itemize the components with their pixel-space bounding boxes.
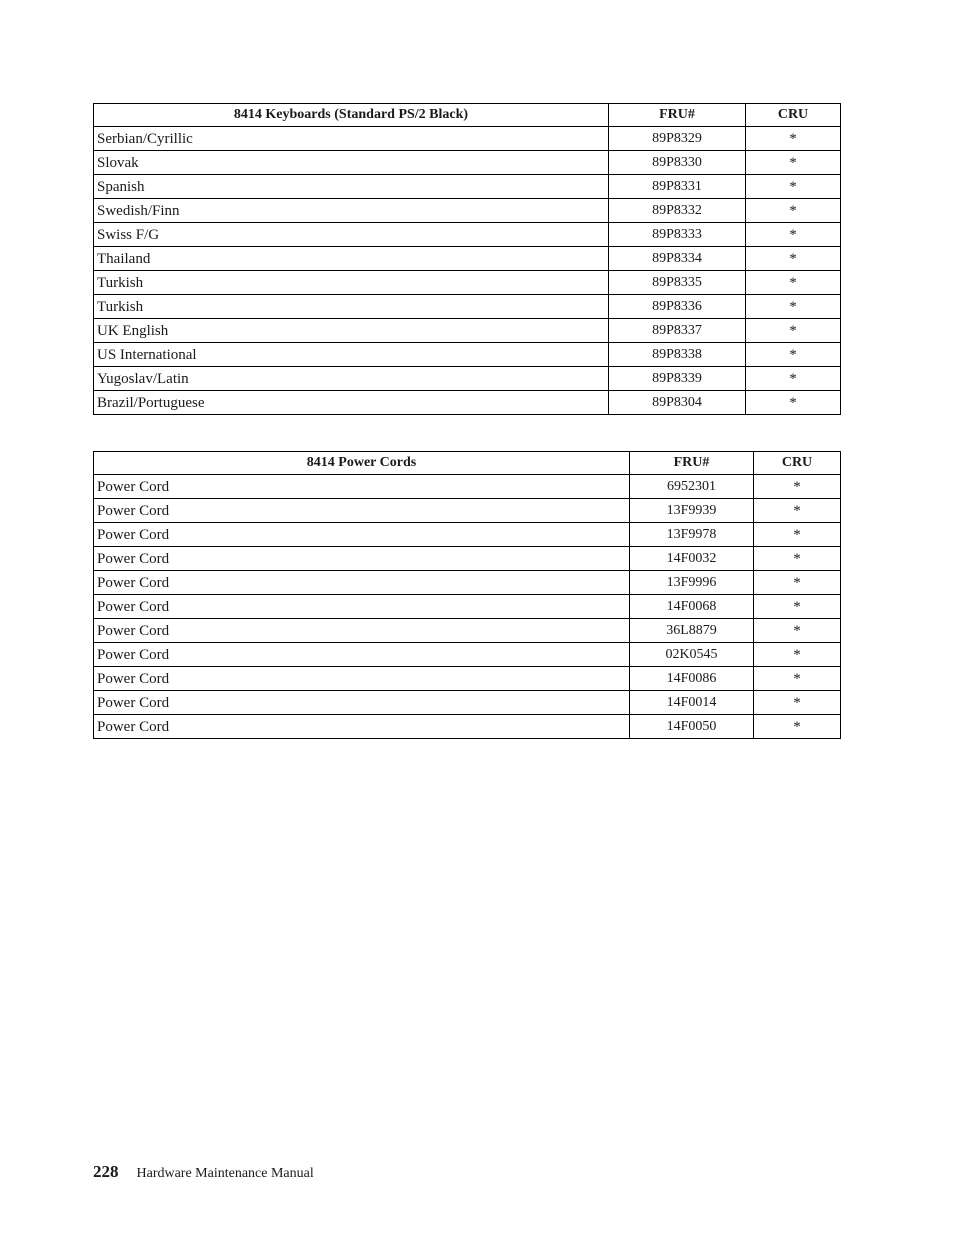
cru-marker: * bbox=[746, 247, 841, 271]
table-row bbox=[94, 667, 841, 691]
column-header-description: 8414 Keyboards (Standard PS/2 Black) bbox=[94, 104, 609, 127]
fru-number: 89P8333 bbox=[609, 223, 746, 247]
part-description: UK English bbox=[94, 319, 609, 343]
manual-title: Hardware Maintenance Manual bbox=[136, 1166, 314, 1181]
cru-marker: * bbox=[754, 667, 841, 691]
table-header-row bbox=[94, 452, 841, 475]
fru-number: 14F0086 bbox=[630, 667, 754, 691]
table-row bbox=[94, 271, 841, 295]
part-description: Turkish bbox=[94, 295, 609, 319]
cru-marker: * bbox=[754, 715, 841, 739]
table-row bbox=[94, 475, 841, 499]
fru-number: 89P8332 bbox=[609, 199, 746, 223]
table-row bbox=[94, 199, 841, 223]
power-cords-table bbox=[93, 451, 841, 739]
fru-number: 14F0050 bbox=[630, 715, 754, 739]
table-row bbox=[94, 499, 841, 523]
table-row bbox=[94, 571, 841, 595]
fru-number: 13F9978 bbox=[630, 523, 754, 547]
fru-number: 89P8338 bbox=[609, 343, 746, 367]
table-row bbox=[94, 295, 841, 319]
cru-marker: * bbox=[746, 391, 841, 415]
table-row bbox=[94, 319, 841, 343]
part-description: Swedish/Finn bbox=[94, 199, 609, 223]
fru-number: 89P8335 bbox=[609, 271, 746, 295]
cru-marker: * bbox=[746, 223, 841, 247]
part-description: Power Cord bbox=[94, 475, 630, 499]
fru-number: 89P8330 bbox=[609, 151, 746, 175]
table-row bbox=[94, 343, 841, 367]
part-description: Power Cord bbox=[94, 691, 630, 715]
table-row bbox=[94, 619, 841, 643]
table-row bbox=[94, 547, 841, 571]
fru-number: 89P8329 bbox=[609, 127, 746, 151]
part-description: Power Cord bbox=[94, 643, 630, 667]
cru-marker: * bbox=[754, 595, 841, 619]
page-number: 228 bbox=[93, 1162, 119, 1181]
table-row bbox=[94, 643, 841, 667]
cru-marker: * bbox=[754, 619, 841, 643]
cru-marker: * bbox=[746, 319, 841, 343]
cru-marker: * bbox=[754, 499, 841, 523]
cru-marker: * bbox=[746, 199, 841, 223]
column-header-description: 8414 Power Cords bbox=[94, 452, 630, 475]
cru-marker: * bbox=[754, 523, 841, 547]
fru-number: 14F0014 bbox=[630, 691, 754, 715]
cru-marker: * bbox=[754, 475, 841, 499]
cru-marker: * bbox=[754, 643, 841, 667]
cru-marker: * bbox=[746, 367, 841, 391]
table-row bbox=[94, 367, 841, 391]
part-description: Serbian/Cyrillic bbox=[94, 127, 609, 151]
part-description: Power Cord bbox=[94, 715, 630, 739]
part-description: Slovak bbox=[94, 151, 609, 175]
part-description: Power Cord bbox=[94, 547, 630, 571]
cru-marker: * bbox=[754, 571, 841, 595]
part-description: Swiss F/G bbox=[94, 223, 609, 247]
cru-marker: * bbox=[746, 343, 841, 367]
fru-number: 89P8337 bbox=[609, 319, 746, 343]
table-row bbox=[94, 523, 841, 547]
table-row bbox=[94, 175, 841, 199]
part-description: Spanish bbox=[94, 175, 609, 199]
part-description: Brazil/Portuguese bbox=[94, 391, 609, 415]
cru-marker: * bbox=[746, 127, 841, 151]
fru-number: 13F9939 bbox=[630, 499, 754, 523]
column-header-fru: FRU# bbox=[630, 452, 754, 475]
part-description: Power Cord bbox=[94, 523, 630, 547]
part-description: Power Cord bbox=[94, 571, 630, 595]
cru-marker: * bbox=[746, 151, 841, 175]
cru-marker: * bbox=[746, 175, 841, 199]
power-cords-table-body bbox=[94, 475, 841, 739]
part-description: Yugoslav/Latin bbox=[94, 367, 609, 391]
fru-number: 89P8336 bbox=[609, 295, 746, 319]
table-row bbox=[94, 691, 841, 715]
table-row bbox=[94, 595, 841, 619]
fru-number: 14F0032 bbox=[630, 547, 754, 571]
table-row bbox=[94, 391, 841, 415]
part-description: Power Cord bbox=[94, 595, 630, 619]
fru-number: 36L8879 bbox=[630, 619, 754, 643]
part-description: US International bbox=[94, 343, 609, 367]
part-description: Power Cord bbox=[94, 499, 630, 523]
page-footer bbox=[93, 1162, 314, 1182]
cru-marker: * bbox=[754, 547, 841, 571]
table-header-row bbox=[94, 104, 841, 127]
fru-number: 13F9996 bbox=[630, 571, 754, 595]
fru-number: 89P8304 bbox=[609, 391, 746, 415]
cru-marker: * bbox=[746, 295, 841, 319]
cru-marker: * bbox=[746, 271, 841, 295]
fru-number: 02K0545 bbox=[630, 643, 754, 667]
cru-marker: * bbox=[754, 691, 841, 715]
part-description: Power Cord bbox=[94, 667, 630, 691]
fru-number: 14F0068 bbox=[630, 595, 754, 619]
part-description: Power Cord bbox=[94, 619, 630, 643]
table-row bbox=[94, 247, 841, 271]
fru-number: 6952301 bbox=[630, 475, 754, 499]
part-description: Thailand bbox=[94, 247, 609, 271]
table-row bbox=[94, 151, 841, 175]
column-header-cru: CRU bbox=[746, 104, 841, 127]
table-row bbox=[94, 127, 841, 151]
table-row bbox=[94, 715, 841, 739]
fru-number: 89P8331 bbox=[609, 175, 746, 199]
fru-number: 89P8334 bbox=[609, 247, 746, 271]
part-description: Turkish bbox=[94, 271, 609, 295]
column-header-fru: FRU# bbox=[609, 104, 746, 127]
column-header-cru: CRU bbox=[754, 452, 841, 475]
table-row bbox=[94, 223, 841, 247]
keyboards-table-body bbox=[94, 127, 841, 415]
fru-number: 89P8339 bbox=[609, 367, 746, 391]
keyboards-table bbox=[93, 103, 841, 415]
